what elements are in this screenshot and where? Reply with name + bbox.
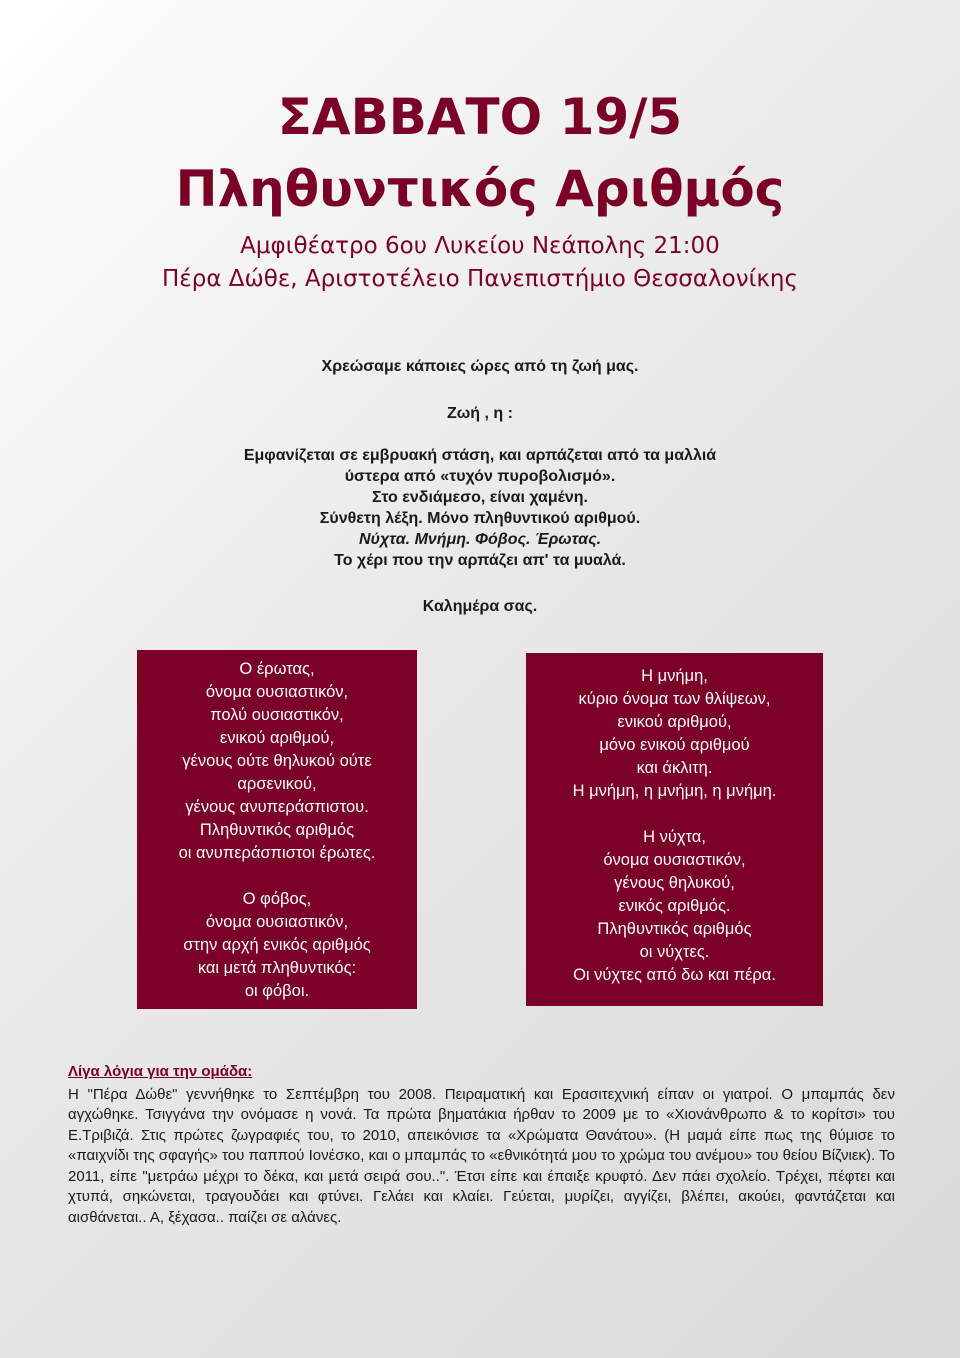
box-line: κύριο όνομα των θλίψεων, <box>578 690 771 708</box>
box-line: ενικού αριθμού, <box>219 729 335 747</box>
box-line: Η νύχτα, <box>643 828 706 846</box>
poem-line: Σύνθετη λέξη. Μόνο πληθυντικού αριθμού. <box>319 510 641 527</box>
box-line: και μετά πληθυντικός: <box>197 959 357 977</box>
box-line: γένους ανυπεράσπιστου. <box>185 798 369 816</box>
poem-line: Καλημέρα σας. <box>422 598 538 615</box>
box-line: οι νύχτες. <box>639 943 710 961</box>
box-line: μόνο ενικού αριθμού <box>599 736 750 754</box>
event-organizer: Πέρα Δώθε, Αριστοτέλειο Πανεπιστήμιο Θεσσαλονίκης <box>162 266 798 292</box>
box-line: όνομα ουσιαστικόν, <box>205 683 349 701</box>
poem-line: Νύχτα. Μνήμη. Φόβος. Έρωτας. <box>358 531 602 548</box>
box-line: Ο έρωτας, <box>239 660 315 678</box>
poem-greeting <box>0 596 960 617</box>
box-line: όνομα ουσιαστικόν, <box>205 913 349 931</box>
box-line: αρσενικού, <box>237 775 317 793</box>
box-line: γένους ούτε θηλυκού ούτε <box>182 752 372 770</box>
poem-line: Το χέρι που την αρπάζει απ' τα μυαλά. <box>334 552 626 569</box>
poem-definition <box>0 403 960 424</box>
about-text: Η "Πέρα Δώθε" γεννήθηκε το Σεπτέμβρη του 2008. Πειραματική και Ερασιτεχνική είπαν οι γιατροί. Ο μπαμπάς δεν αγχώθηκε. Τσιγγάνα την ονόμασε η νονά. Τα πρώτα βηματάκια ήρθαν το 2009 με το «Χιονάνθρωπο & το κορίτσι» του Ε.Τριβιζά. Στις πρώτες ζωγραφιές του, το 2010, απεικόνισε τα «Χρώματα Θανάτου». (Η μαμά είπε πως της θύμισε το «παιχνίδι της σφαγής» του παππού Ιονέσκο, και ο μπαμπάς το «εθνικότητά μου το χρώμα του ανέμου» του θείου Βίζνιεκ). Το 2011, είπε "μετράω μέχρι το δέκα, και μετά σειρά σου..". Έτσι είπε και έπαιξε κρυφτό. Δεν πάει σχολείο. Τρέχει, πέφτει και χτυπά, σηκώνεται, τραγουδάει και φτύνει. Γελάει και κλαίει. Γεύεται, μυρίζει, αγγίζει, βλέπει, ακούει, φαντάζεται και αισθάνεται.. Α, ξέχασα.. παίζει σε αλάνες. <box>68 1085 895 1226</box>
box-line: στην αρχή ενικός αριθμός <box>183 936 371 954</box>
box-line: ενικού αριθμού, <box>617 713 732 731</box>
box-line: Πληθυντικός αριθμός <box>199 821 355 839</box>
about-heading: Λίγα λόγια για την ομάδα: <box>68 1063 253 1080</box>
box-line: Ο φόβος, <box>242 890 312 908</box>
box-line: Η μνήμη, <box>641 667 708 685</box>
poem-intro <box>0 356 960 377</box>
poem-line: Εμφανίζεται σε εμβρυακή στάση, και αρπάζεται από τα μαλλιά <box>243 447 717 464</box>
poem-line: Ζωή , η : <box>447 405 513 422</box>
box-line: οι φόβοι. <box>244 982 310 1000</box>
box-line: Πληθυντικός αριθμός <box>597 920 752 938</box>
box-spacer <box>137 865 417 888</box>
box-line: και άκλιτη. <box>636 759 713 777</box>
box-spacer <box>526 803 823 826</box>
right-definition-box <box>526 653 823 1006</box>
event-date-title: ΣΑΒΒΑΤΟ 19/5 <box>277 88 683 146</box>
box-line: γένους θηλυκού, <box>614 874 735 892</box>
box-line: πολύ ουσιαστικόν, <box>210 706 344 724</box>
box-line: όνομα ουσιαστικόν, <box>603 851 746 869</box>
box-line: οι ανυπεράσπιστοι έρωτες. <box>178 844 376 862</box>
left-definition-box <box>137 650 417 1009</box>
box-line: ενικός αριθμός. <box>618 897 731 915</box>
box-line: Οι νύχτες από δω και πέρα. <box>573 966 776 984</box>
event-venue: Αμφιθέατρο 6ου Λυκείου Νεάπολης 21:00 <box>240 233 720 259</box>
about-section <box>68 1062 895 1228</box>
poem-line: ύστερα από «τυχόν πυροβολισμό». <box>344 468 616 485</box>
poem-line: Στο ενδιάμεσο, είναι χαμένη. <box>372 489 588 506</box>
poem-body <box>0 445 960 571</box>
event-title: Πληθυντικός Αριθμός <box>175 160 785 218</box>
box-line: Η μνήμη, η μνήμη, η μνήμη. <box>572 782 777 800</box>
poem-line: Χρεώσαμε κάποιες ώρες από τη ζωή μας. <box>321 358 639 375</box>
